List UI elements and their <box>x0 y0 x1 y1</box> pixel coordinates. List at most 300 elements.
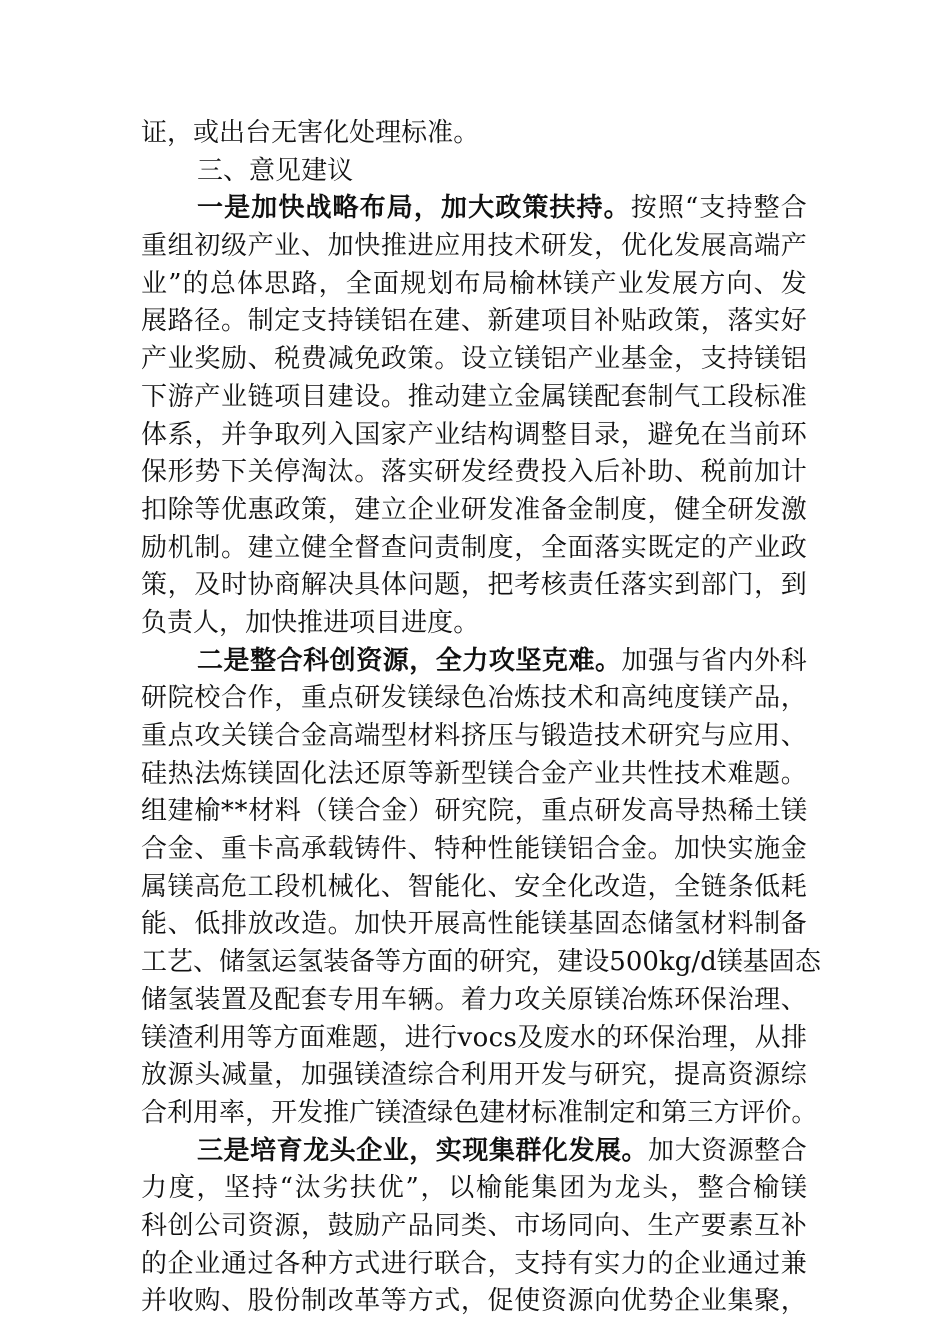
text-char: 面 <box>567 532 594 563</box>
text-char: 料 <box>727 909 754 940</box>
text-char: 镁 <box>540 834 567 865</box>
text-char: 团 <box>559 1173 586 1204</box>
text-char: 负 <box>141 607 168 638</box>
text-char: 和 <box>594 683 621 714</box>
text-char: 金 <box>647 344 674 375</box>
text-char: ， <box>780 1286 807 1317</box>
text-char: 端 <box>754 231 781 262</box>
text-char: 发 <box>674 231 701 262</box>
text-char: 组 <box>167 231 194 262</box>
text-char: 稀 <box>727 796 754 827</box>
text-char: 级 <box>220 231 247 262</box>
text-char: 实 <box>727 834 754 865</box>
text-char: 合 <box>514 758 541 789</box>
text-char: 及 <box>247 984 274 1015</box>
text-char: 开 <box>514 1060 541 1091</box>
text-char: 减 <box>327 344 354 375</box>
text-char: 合 <box>141 834 168 865</box>
text-char: 型 <box>380 721 407 751</box>
text-char: 目 <box>567 306 594 337</box>
text-char: 资 <box>701 1135 728 1166</box>
text-char: 保 <box>141 457 168 488</box>
text-line <box>141 341 807 379</box>
text-char: 氢 <box>674 909 701 940</box>
text-char: 着 <box>460 984 487 1015</box>
text-char: 、 <box>780 984 807 1015</box>
text-char: 用 <box>460 231 487 262</box>
text-char: 发 <box>540 1060 567 1091</box>
text-char: 形 <box>167 457 194 488</box>
text-char: 校 <box>194 683 221 714</box>
bold-heading-char: 头 <box>329 1135 356 1166</box>
text-char: 特 <box>434 834 461 865</box>
text-char: 有 <box>567 1248 594 1279</box>
text-char: 优 <box>620 1286 647 1317</box>
text-char: 理 <box>701 1022 728 1053</box>
text-char: 镁 <box>167 871 194 902</box>
text-char: 游 <box>167 381 194 412</box>
text-char: 行 <box>407 1248 434 1279</box>
bold-heading-char: 全 <box>435 645 462 676</box>
text-char: 快 <box>354 231 381 262</box>
text-char: 等 <box>407 758 434 789</box>
text-char: 种 <box>460 834 487 865</box>
text-char: 全 <box>327 532 354 563</box>
text-char: 保 <box>700 984 727 1015</box>
bold-heading-char: 攻 <box>488 645 515 676</box>
text-char: 企 <box>674 1286 701 1317</box>
text-char: 镁 <box>141 1022 168 1053</box>
text-char: 政 <box>647 306 674 337</box>
text-char: 准 <box>780 381 807 412</box>
bold-heading-char: 源 <box>382 645 409 676</box>
text-char: 储 <box>141 984 168 1015</box>
text-char: 危 <box>220 871 247 902</box>
text-char: 快 <box>380 909 407 940</box>
text-char: 企 <box>167 1248 194 1279</box>
text-char: 制 <box>247 306 274 337</box>
text-char: 合 <box>780 193 807 224</box>
text-char: 高 <box>727 231 754 262</box>
text-char: 责 <box>567 570 594 601</box>
text-char: 害 <box>297 118 324 148</box>
text-char: 理 <box>375 118 402 148</box>
text-char: 创 <box>167 1210 194 1241</box>
text-line <box>141 115 807 153</box>
text-char: 方 <box>699 268 726 299</box>
text-char: / <box>691 947 701 978</box>
text-char: 投 <box>540 457 567 488</box>
text-char: 色 <box>453 1097 480 1128</box>
text-char: 优 <box>220 494 247 525</box>
text-char: 路 <box>167 306 194 337</box>
text-char: 攻 <box>194 721 221 751</box>
text-char: 能 <box>514 834 541 865</box>
text-char: k <box>658 947 675 978</box>
text-char: 淘 <box>300 457 327 488</box>
text-char: ， <box>594 231 621 262</box>
text-char: 环 <box>780 419 807 450</box>
text-char: 能 <box>141 909 168 940</box>
text-char: ， <box>327 494 354 525</box>
text-char: 化 <box>647 231 674 262</box>
text-char: 法 <box>327 758 354 789</box>
text-char: 督 <box>354 532 381 563</box>
text-char: 集 <box>531 1173 558 1204</box>
text-char: 后 <box>594 457 621 488</box>
text-char: 研 <box>460 494 487 525</box>
document-body <box>141 115 821 1321</box>
text-char: 绿 <box>427 1097 454 1128</box>
text-char: 、 <box>460 306 487 337</box>
text-char: 体 <box>237 268 264 299</box>
text-char: 助 <box>647 457 674 488</box>
bold-heading-char: 是 <box>223 645 250 676</box>
text-char: ” <box>168 268 182 299</box>
text-char: 推 <box>297 607 324 638</box>
text-char: 基 <box>742 947 769 978</box>
text-char: 面 <box>299 1022 326 1053</box>
text-char: 推 <box>407 381 434 412</box>
bold-heading-char: 加 <box>251 193 278 224</box>
text-char: 金 <box>620 834 647 865</box>
text-char: 用 <box>754 721 781 751</box>
text-char: 冶 <box>487 683 514 714</box>
text-char: 等 <box>375 947 402 978</box>
text-char: 源 <box>727 1135 754 1166</box>
text-char: 策 <box>141 570 168 601</box>
text-char: 策 <box>674 306 701 337</box>
text-char: 外 <box>754 645 781 676</box>
text-char: 术 <box>514 231 541 262</box>
text-char: ， <box>531 947 558 978</box>
text-char: 以 <box>448 1173 475 1204</box>
text-char: 镁 <box>540 909 567 940</box>
text-char: 卡 <box>247 834 274 865</box>
text-line <box>141 1057 807 1095</box>
text-char: 能 <box>434 871 461 902</box>
text-char: 或 <box>193 118 220 148</box>
text-char: 点 <box>327 683 354 714</box>
text-char: 辆 <box>407 984 434 1015</box>
text-char: 政 <box>780 532 807 563</box>
text-char: 制 <box>460 532 487 563</box>
bold-heading-char: 合 <box>276 645 303 676</box>
text-char: 政 <box>274 494 301 525</box>
text-char: 专 <box>327 984 354 1015</box>
text-char: 解 <box>300 570 327 601</box>
text-char: 氢 <box>167 984 194 1015</box>
text-char: 镁 <box>780 796 807 827</box>
text-char: 向 <box>594 1286 621 1317</box>
text-char: 装 <box>323 947 350 978</box>
text-char: 备 <box>780 909 807 940</box>
text-char: 补 <box>594 306 621 337</box>
text-char: 进 <box>401 607 428 638</box>
text-char: 通 <box>220 1248 247 1279</box>
text-char: 材 <box>248 796 275 827</box>
text-char: 健 <box>674 494 701 525</box>
text-char: 提 <box>674 1060 701 1091</box>
text-char: 公 <box>194 1210 221 1241</box>
text-char: 坚 <box>224 1173 251 1204</box>
text-char: 费 <box>514 457 541 488</box>
text-char: 备 <box>349 947 376 978</box>
text-char: ， <box>780 683 807 714</box>
text-char: 艺 <box>167 947 194 978</box>
text-char: 加 <box>354 909 381 940</box>
text-char: 整 <box>540 419 567 450</box>
text-char: 及 <box>517 1022 544 1053</box>
text-char: 合 <box>354 796 381 827</box>
text-char: 放 <box>141 1060 168 1091</box>
text-char: 发 <box>460 457 487 488</box>
text-char: 储 <box>219 947 246 978</box>
text-char: 点 <box>167 721 194 751</box>
bold-heading-char: 。 <box>594 645 621 676</box>
text-char: 资 <box>247 1210 274 1241</box>
text-char: 式 <box>354 1248 381 1279</box>
text-char: 准 <box>427 118 454 148</box>
text-char: 立 <box>487 381 514 412</box>
text-char: 面 <box>372 268 399 299</box>
text-char: 高 <box>620 683 647 714</box>
text-char: 械 <box>327 871 354 902</box>
text-char: 合 <box>725 1173 752 1204</box>
text-char: 发 <box>621 796 648 827</box>
text-char: 查 <box>380 532 407 563</box>
text-char: 处 <box>349 118 376 148</box>
text-char: 榆 <box>194 796 221 827</box>
bold-heading-char: 持 <box>576 193 603 224</box>
text-char: 素 <box>727 1210 754 1241</box>
text-char: 新 <box>487 306 514 337</box>
bold-heading-char: 化 <box>541 1135 568 1166</box>
text-char: v <box>457 1022 473 1053</box>
text-char: ， <box>674 344 701 375</box>
text-char: 高 <box>327 721 354 751</box>
text-char: 为 <box>586 1173 613 1204</box>
text-char: 低 <box>754 871 781 902</box>
text-line <box>141 605 807 643</box>
text-char: 化 <box>567 871 594 902</box>
text-char: 合 <box>220 683 247 714</box>
text-char: 科 <box>780 645 807 676</box>
text-char: 构 <box>487 419 514 450</box>
text-char: 全 <box>345 268 372 299</box>
text-char: 劣 <box>322 1173 349 1204</box>
text-char: 具 <box>354 570 381 601</box>
text-char: 产 <box>141 344 168 375</box>
text-char: 贴 <box>620 306 647 337</box>
text-char: 免 <box>354 344 381 375</box>
text-char: 放 <box>247 909 274 940</box>
text-char: 照 <box>657 193 684 224</box>
text-char: 既 <box>647 532 674 563</box>
text-char: 划 <box>427 268 454 299</box>
text-char: 制 <box>647 381 674 412</box>
text-char: 过 <box>247 1248 274 1279</box>
text-char: 整 <box>697 1173 724 1204</box>
text-char: 金 <box>381 796 408 827</box>
text-char: 制 <box>583 1097 610 1128</box>
text-char: 到 <box>674 570 701 601</box>
text-char: 业 <box>700 1286 727 1317</box>
text-char: 置 <box>220 984 247 1015</box>
text-char: 金 <box>514 381 541 412</box>
text-char: 镁 <box>247 721 274 751</box>
text-char: 产 <box>194 381 221 412</box>
text-char: 布 <box>454 268 481 299</box>
text-char: 发 <box>380 683 407 714</box>
text-char: 龙 <box>614 1173 641 1204</box>
text-char: 理 <box>754 984 781 1015</box>
bold-heading-char: 集 <box>488 1135 515 1166</box>
text-char: 属 <box>540 381 567 412</box>
text-char: 展 <box>434 909 461 940</box>
text-char: 重 <box>300 683 327 714</box>
text-char: 目 <box>375 607 402 638</box>
text-char: 源 <box>754 1060 781 1091</box>
text-char: 场 <box>540 1210 567 1241</box>
bold-heading-char: 略 <box>332 193 359 224</box>
text-char: 金 <box>780 834 807 865</box>
text-char: 意 <box>249 155 276 186</box>
text-char: 。 <box>780 758 807 789</box>
text-char: 合 <box>780 1135 807 1166</box>
text-char: 持 <box>327 306 354 337</box>
text-char: 关 <box>540 984 567 1015</box>
text-char: 造 <box>620 871 647 902</box>
text-char: 进 <box>407 231 434 262</box>
text-char: 展 <box>141 306 168 337</box>
text-char: 集 <box>727 1286 754 1317</box>
text-char: 发 <box>567 231 594 262</box>
text-char: 高 <box>194 871 221 902</box>
text-char: 系 <box>167 419 194 450</box>
text-char: 5 <box>609 947 626 978</box>
text-char: 、 <box>780 721 807 751</box>
text-char: 问 <box>407 532 434 563</box>
text-char: 资 <box>540 1286 567 1317</box>
text-char: 业 <box>167 344 194 375</box>
text-char: 的 <box>596 1022 623 1053</box>
text-char: 镁 <box>514 344 541 375</box>
text-char: 经 <box>487 457 514 488</box>
text-char: 定 <box>274 306 301 337</box>
text-char: 第 <box>661 1097 688 1128</box>
text-char: 段 <box>274 871 301 902</box>
text-char: 面 <box>427 947 454 978</box>
text-char: 资 <box>727 1060 754 1091</box>
bold-heading-char: 克 <box>541 645 568 676</box>
text-char: 大 <box>674 1135 701 1166</box>
text-line <box>141 190 807 228</box>
text-char: 实 <box>407 457 434 488</box>
text-char: 路 <box>291 268 318 299</box>
text-char: 证 <box>141 118 168 148</box>
text-line <box>141 492 807 530</box>
text-char: 材 <box>700 909 727 940</box>
text-char: 工 <box>700 381 727 412</box>
text-char: 调 <box>514 419 541 450</box>
text-char: 利 <box>193 1022 220 1053</box>
text-char: 责 <box>167 607 194 638</box>
text-char: 研 <box>647 721 674 751</box>
text-char: 榆 <box>753 1173 780 1204</box>
text-char: 除 <box>167 494 194 525</box>
text-char: 品 <box>407 1210 434 1241</box>
text-char: 量 <box>247 1060 274 1091</box>
text-char: 还 <box>354 758 381 789</box>
text-char: 性 <box>487 834 514 865</box>
text-char: 氢 <box>297 947 324 978</box>
text-char: 造 <box>567 721 594 751</box>
text-char: 建 <box>167 796 194 827</box>
text-char: 的 <box>700 532 727 563</box>
text-char: 前 <box>727 457 754 488</box>
text-char: 股 <box>247 1286 274 1317</box>
text-char: 储 <box>647 909 674 940</box>
text-char: 能 <box>503 1173 530 1204</box>
text-char: ， <box>460 1286 487 1317</box>
text-char: ， <box>514 796 541 827</box>
text-char: 、 <box>487 1210 514 1241</box>
text-line <box>141 718 807 756</box>
text-char: 组 <box>141 796 168 827</box>
text-char: ， <box>647 1060 674 1091</box>
text-char: 研 <box>354 683 381 714</box>
text-char: 与 <box>567 1060 594 1091</box>
text-line <box>141 906 807 944</box>
text-char: 技 <box>487 231 514 262</box>
text-char: 链 <box>247 381 274 412</box>
bold-heading-char: 二 <box>197 645 224 676</box>
text-char: 链 <box>700 871 727 902</box>
text-char: 产 <box>780 231 807 262</box>
text-char: 术 <box>700 758 727 789</box>
text-char: 发 <box>487 494 514 525</box>
text-char: 、 <box>223 155 250 186</box>
text-char: 总 <box>209 268 236 299</box>
text-char: 性 <box>647 758 674 789</box>
text-char: 配 <box>274 984 301 1015</box>
bold-heading-char: 布 <box>359 193 386 224</box>
text-char: ， <box>318 268 345 299</box>
text-char: 改 <box>594 871 621 902</box>
text-char: 汰 <box>327 457 354 488</box>
bold-heading-char: ， <box>409 1135 436 1166</box>
text-char: 。 <box>453 118 480 148</box>
text-char: 方 <box>713 1097 740 1128</box>
text-char: 运 <box>271 947 298 978</box>
text-char: 研 <box>594 1060 621 1091</box>
text-char: 究 <box>620 1060 647 1091</box>
text-char: 商 <box>274 570 301 601</box>
text-char: 入 <box>327 419 354 450</box>
text-char: 激 <box>780 494 807 525</box>
text-char: 快 <box>700 834 727 865</box>
bold-heading-char: 育 <box>276 1135 303 1166</box>
text-char: 产 <box>727 683 754 714</box>
text-char: 用 <box>354 984 381 1015</box>
bold-heading-char: 培 <box>250 1135 277 1166</box>
text-char: 重 <box>541 796 568 827</box>
text-char: 保 <box>649 1022 676 1053</box>
text-char: 生 <box>647 1210 674 1241</box>
text-char: 等 <box>380 1286 407 1317</box>
text-char: 按 <box>630 193 657 224</box>
